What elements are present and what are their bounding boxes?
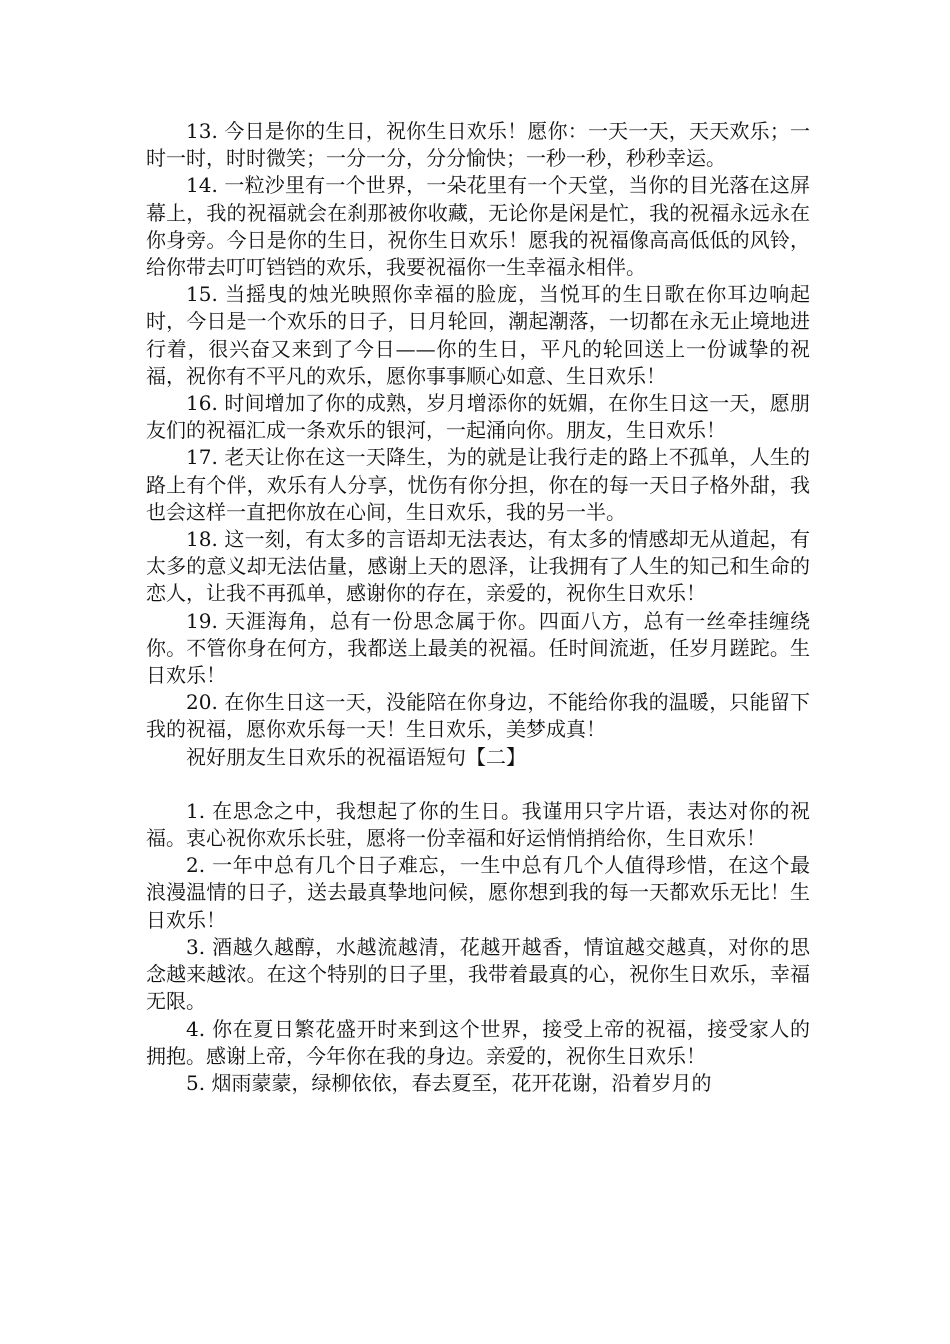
- document-body: [146, 118, 810, 1097]
- paragraph-3: 3. 酒越久越醇，水越流越清，花越开越香，情谊越交越真，对你的思念越来越浓。在这个特别的日子里，我带着最真的心，祝你生日欢乐，幸福无限。: [146, 934, 810, 1014]
- paragraph-15: 15. 当摇曳的烛光映照你幸福的脸庞，当悦耳的生日歌在你耳边响起时，今日是一个欢乐的日子，日月轮回，潮起潮落，一切都在永无止境地进行着，很兴奋又来到了今日——你的生日，平凡的轮回送上一份诚挚的祝福，祝你有不平凡的欢乐，愿你事事顺心如意、生日欢乐！: [146, 282, 810, 388]
- paragraph-14: 14. 一粒沙里有一个世界，一朵花里有一个天堂，当你的目光落在这屏幕上，我的祝福就会在刹那被你收藏，无论你是闲是忙，我的祝福永远永在你身旁。今日是你的生日，祝你生日欢乐！愿我的祝福像高高低低的风铃，给你带去叮叮铛铛的欢乐，我要祝福你一生幸福永相伴。: [146, 173, 810, 280]
- paragraph-4: 4. 你在夏日繁花盛开时来到这个世界，接受上帝的祝福，接受家人的拥抱。感谢上帝，今年你在我的身边。亲爱的，祝你生日欢乐！: [146, 1016, 810, 1068]
- paragraph-19: 19. 天涯海角，总有一份思念属于你。四面八方，总有一丝牵挂缠绕你。不管你身在何方，我都送上最美的祝福。任时间流逝，任岁月蹉跎。生日欢乐！: [146, 608, 810, 688]
- paragraph-20: 20. 在你生日这一天，没能陪在你身边，不能给你我的温暖，只能留下我的祝福，愿你欢乐每一天！生日欢乐，美梦成真！: [146, 690, 810, 742]
- paragraph-17: 17. 老天让你在这一天降生，为的就是让我行走的路上不孤单，人生的路上有个伴，欢乐有人分享，忧伤有你分担，你在的每一天日子格外甜，我也会这样一直把你放在心间，生日欢乐，我的另一半。: [146, 445, 810, 524]
- paragraph-13: 13. 今日是你的生日，祝你生日欢乐！愿你：一天一天，天天欢乐；一时一时，时时微笑；一分一分，分分愉快；一秒一秒，秒秒幸运。: [146, 119, 810, 171]
- paragraph-16: 16. 时间增加了你的成熟，岁月增添你的妩媚，在你生日这一天，愿朋友们的祝福汇成一条欢乐的银河，一起涌向你。朋友，生日欢乐！: [146, 391, 810, 443]
- paragraph-5: 5. 烟雨蒙蒙，绿柳依依，春去夏至，花开花谢，沿着岁月的: [186, 1070, 712, 1095]
- section-heading: 祝好朋友生日欢乐的祝福语短句【二】: [186, 744, 526, 769]
- paragraph-18: 18. 这一刻，有太多的言语却无法表达，有太多的情感却无从道起，有太多的意义却无法估量，感谢上天的恩泽，让我拥有了人生的知己和生命的恋人，让我不再孤单，感谢你的存在，亲爱的，祝你生日欢乐！: [146, 527, 810, 606]
- paragraph-2: 2. 一年中总有几个日子难忘，一生中总有几个人值得珍惜，在这个最浪漫温情的日子，送去最真挚地问候，愿你想到我的每一天都欢乐无比！生日欢乐！: [146, 853, 810, 932]
- paragraph-1: 1. 在思念之中，我想起了你的生日。我谨用只字片语，表达对你的祝福。衷心祝你欢乐长驻，愿将一份幸福和好运悄悄捎给你，生日欢乐！: [146, 798, 810, 851]
